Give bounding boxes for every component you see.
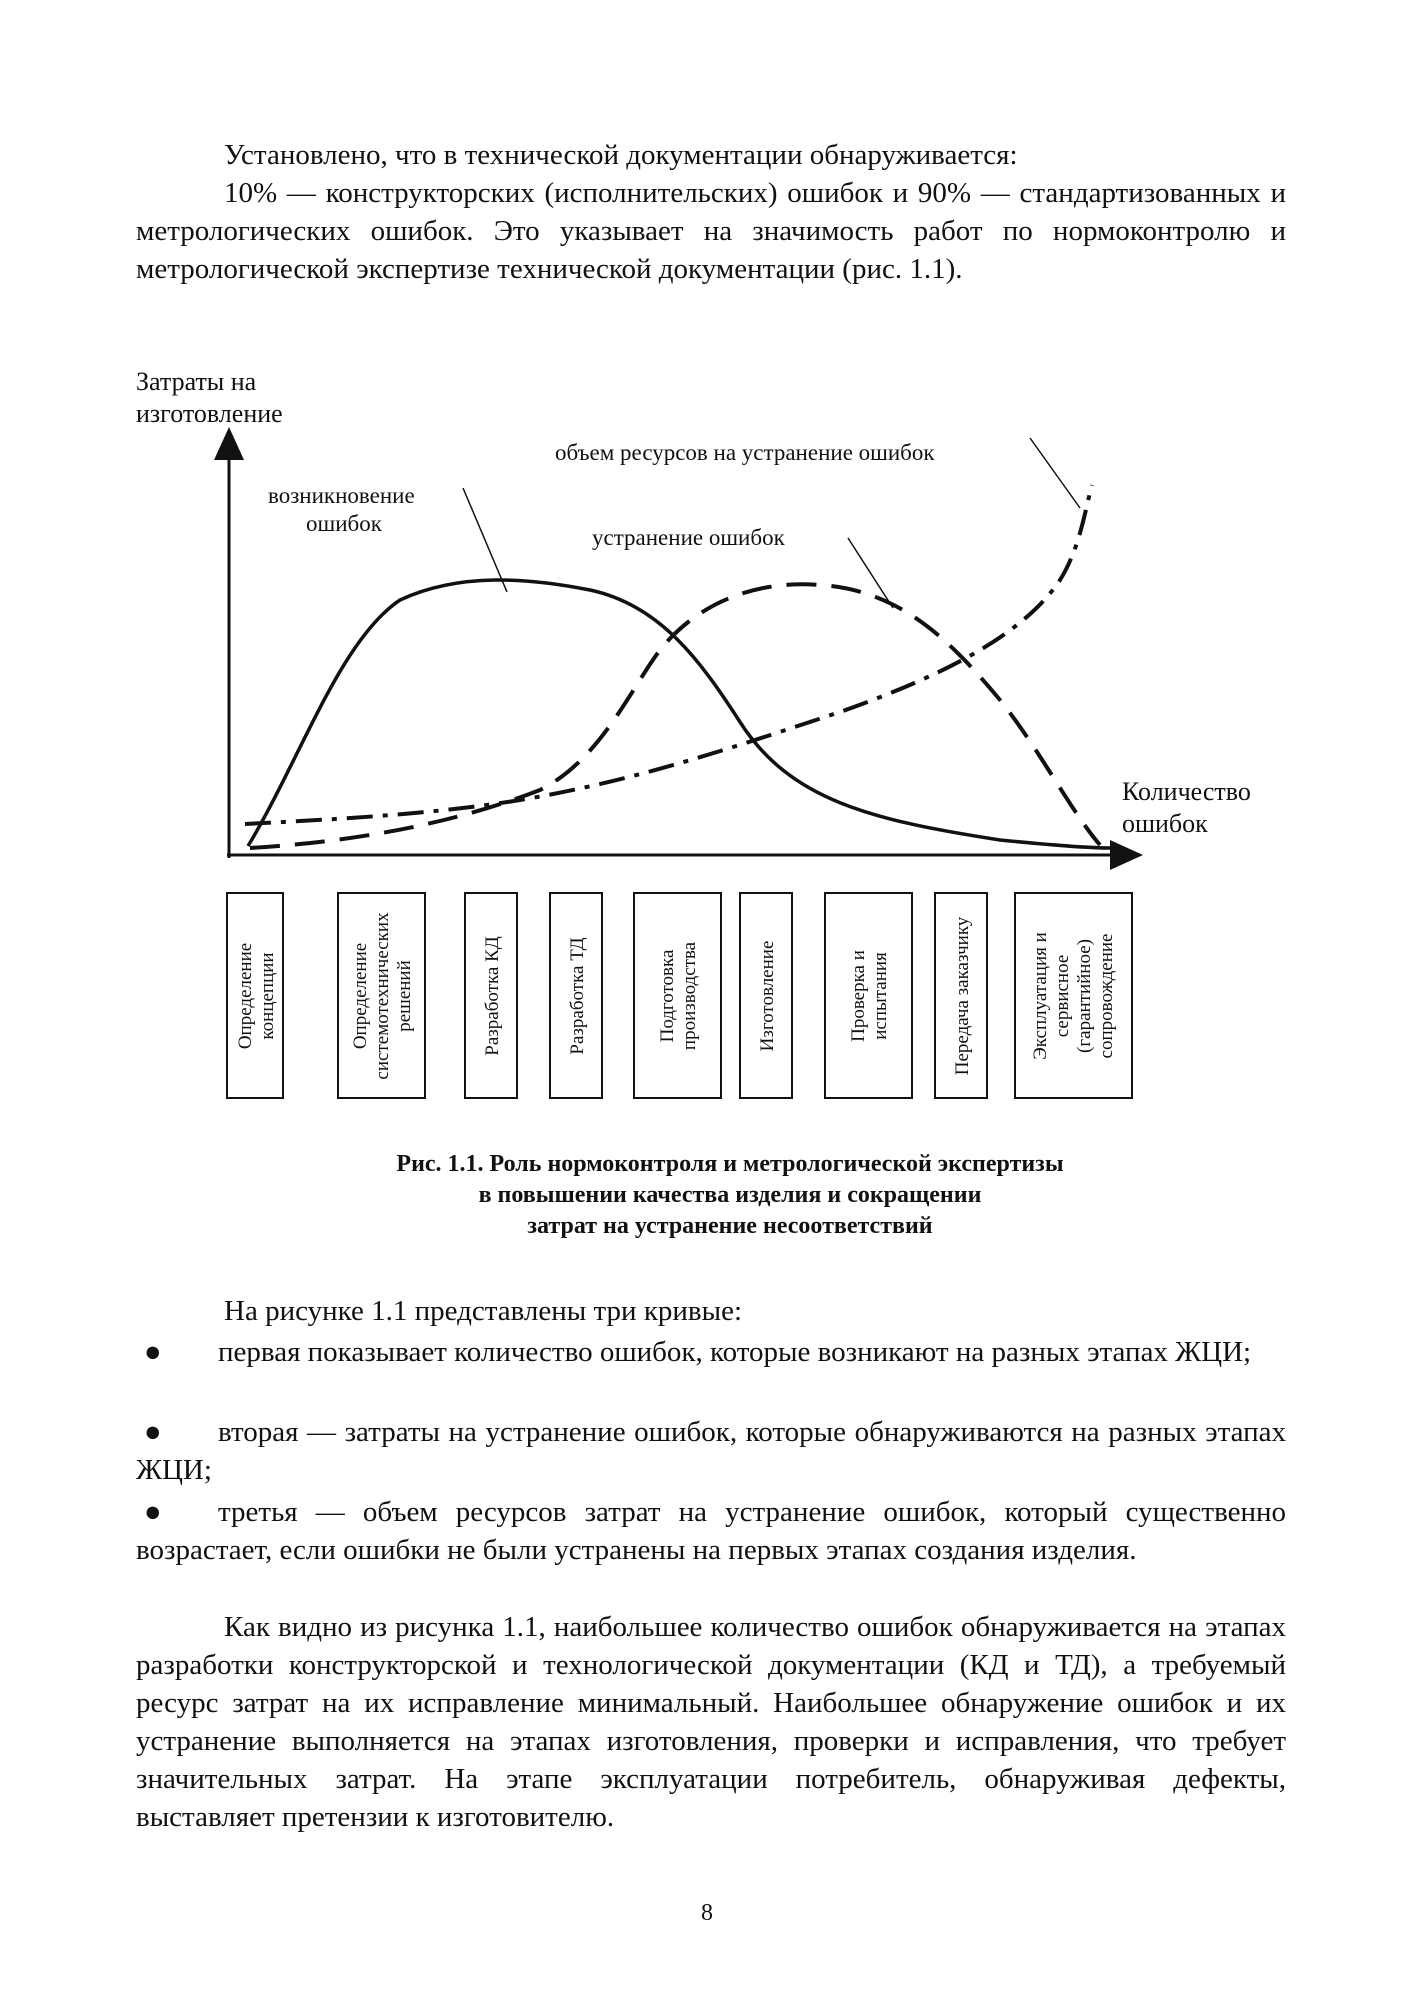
bullet-item [136,1413,1286,1489]
stage-label: Передача заказчику [952,916,973,1076]
stage-label: сервисное [1052,954,1073,1038]
label-occurrence-2: ошибок [306,511,382,536]
stage-label: Проверка и [848,950,869,1042]
y-axis-label-1: Затраты на [136,367,257,396]
leader-occurrence [463,488,507,592]
intro-line: Установлено, что в технической документации обнаруживается: [224,139,1018,171]
bullet-icon: ● [144,1336,162,1368]
stage-label: решений [394,960,415,1032]
stage-label: Эксплуатация и [1030,932,1051,1060]
leader-resources [1030,438,1080,508]
stage-label: сопровождение [1096,933,1117,1059]
stage-label: Подготовка [657,949,678,1043]
leader-elimination [848,538,893,608]
y-axis-label-2: изготовление [136,399,283,428]
stage-label: (гарантийное) [1074,939,1095,1053]
caption-line: в повышении качества изделия и сокращении [478,1182,982,1208]
curve-error-elimination [250,584,1100,848]
stage-label: Изготовление [757,940,778,1052]
label-elimination: устранение ошибок [592,525,785,550]
page-number: 8 [701,1900,713,1926]
stage-label: испытания [870,952,891,1040]
stage-label: Разработка КД [482,936,503,1056]
stage-label: концепции [257,952,278,1040]
figure-caption [300,1149,1160,1242]
bullet-text: третья — объем ресурсов затрат на устранение ошибок, который существенно возрастает, если ошибки не были устранены на первых этапах создания изделия. [136,1496,1286,1566]
label-occurrence-1: возникновение [268,483,415,508]
stage-label: Разработка ТД [567,937,588,1055]
bullet-text: первая показывает количество ошибок, которые возникают на разных этапах ЖЦИ; [218,1336,1252,1368]
stage-label: Определение [235,942,256,1050]
label-resources: объем ресурсов на устранение ошибок [555,440,935,465]
bullet-item [136,1493,1286,1569]
caption-line: Рис. 1.1. Роль нормоконтроля и метрологической экспертизы [396,1151,1064,1177]
body-lead: На рисунке 1.1 представлены три кривые: [224,1295,743,1327]
bullet-item [136,1333,1286,1371]
x-axis-label-2: ошибок [1122,809,1208,838]
caption-line: затрат на устранение несоответствий [527,1213,933,1239]
curve-error-occurrence [248,580,1110,848]
body-closing-paragraph: Как видно из рисунка 1.1, наибольшее количество ошибок обнаруживается на этапах разработки конструкторской и технологической документации (КД и ТД), а требуемый ресурс затрат на их исправление минимальный. Наибольшее обнаружение ошибок и их устранение выполняется на этапах изготовления, проверки и исправления, что требует значительных затрат. На этапе эксплуатации потребитель, обнаруживая дефекты, выставляет претензии к изготовителю. [136,1611,1286,1833]
bullet-icon: ● [144,1496,162,1528]
intro-paragraph: 10% — конструкторских (исполнительских) ошибок и 90% — стандартизованных и метрологических ошибок. Это указывает на значимость работ по нормоконтролю и метрологической экспертизе технической документации (рис. 1.1). [136,177,1286,285]
stage-label: Определение [350,942,371,1050]
bullet-text: вторая — затраты на устранение ошибок, которые обнаруживаются на разных этапах ЖЦИ; [136,1416,1286,1486]
stage-label: производства [679,941,700,1051]
bullet-icon: ● [144,1416,162,1448]
stage-label: системотехнических [372,912,393,1080]
x-axis-label-1: Количество [1122,777,1251,806]
